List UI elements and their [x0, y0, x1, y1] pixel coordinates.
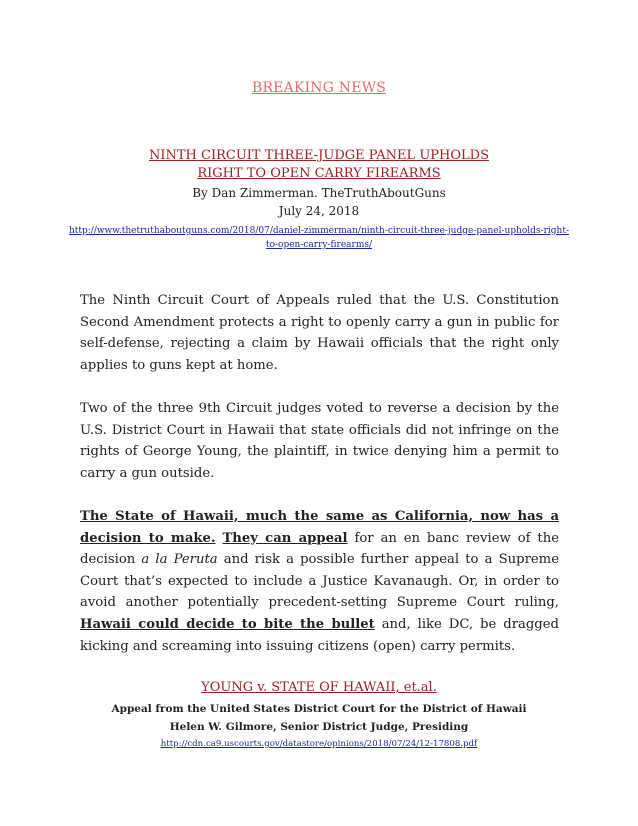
appeal-line: Appeal from the United States District Court for the District of Hawaii: [111, 703, 527, 715]
paragraph-1: The Ninth Circuit Court of Appeals ruled that the U.S. Constitution Second Amendment protects a right to openly carry a gun in public for self-defense, rejecting a claim by Hawaii officials that the right only applies to guns kept at home.: [80, 293, 559, 373]
headline-line-2: RIGHT TO OPEN CARRY FIREARMS: [197, 166, 441, 181]
source-link[interactable]: [28, 224, 610, 252]
text-run: for an en banc review of the decision: [80, 530, 560, 568]
judge-line: Helen W. Gilmore, Senior District Judge, Presiding: [169, 721, 469, 733]
source-url-line-2[interactable]: to-open-carry-firearms/: [265, 240, 373, 250]
headline-line-1: NINTH CIRCUIT THREE-JUDGE PANEL UPHOLDS: [149, 148, 489, 163]
emphasis-appeal: They can appeal: [222, 530, 348, 546]
source-url-line-1[interactable]: http://www.thetruthaboutguns.com/2018/07/daniel-zimmerman/ninth-circuit-three-judge-panel-upholds-right-: [68, 226, 570, 236]
article-byline-block: [0, 184, 638, 220]
article-body: [80, 290, 559, 679]
emphasis-bite-bullet: Hawaii could decide to bite the bullet: [80, 616, 375, 632]
paragraph-2: Two of the three 9th Circuit judges voted to reverse a decision by the U.S. District Court in Hawaii that state officials did not infringe on the rights of George Young, the plaintiff, in twice denying him a permit to carry a gun outside.: [80, 400, 559, 481]
case-opinion-link[interactable]: http://cdn.ca9.uscourts.gov/datastore/opinions/2018/07/24/12-17808.pdf: [160, 739, 478, 749]
italic-a-la-peruta: a la Peruta: [141, 552, 218, 568]
article-date: July 24, 2018: [278, 204, 360, 218]
paragraph-3: [80, 506, 559, 657]
case-details: [0, 700, 638, 736]
article-headline: [0, 147, 638, 183]
byline: By Dan Zimmerman. TheTruthAboutGuns: [192, 186, 446, 200]
emphasis-decision: The State of Hawaii, much the same as California, now has a decision to make.: [80, 508, 559, 546]
text-run: and risk a possible further appeal to a Supreme Court that’s expected to include a Justice Kavanaugh. Or, in order to avoid another potentially precedent-setting Supreme Court ruling,: [80, 552, 559, 611]
breaking-news-label: BREAKING NEWS: [251, 80, 387, 96]
case-title: YOUNG v. STATE OF HAWAII, et.al.: [201, 680, 437, 695]
text-run: and, like DC, be dragged kicking and screaming into issuing citizens (open) carry permits.: [80, 616, 559, 654]
